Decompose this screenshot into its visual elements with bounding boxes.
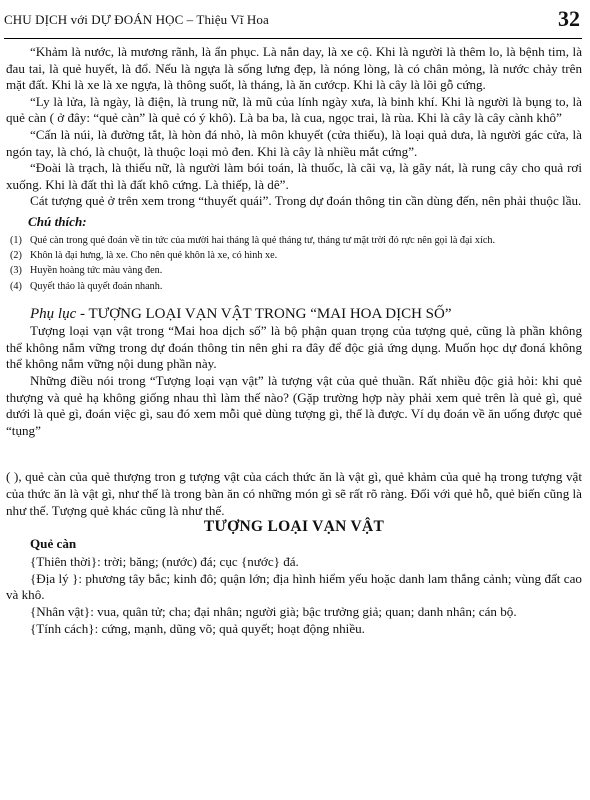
entry-nhan-vat: {Nhân vật}: vua, quân tử; cha; đại nhân; người già; bậc trưởng giả; quan; danh nhân; cán bộ. (30, 604, 517, 620)
note-item: (4) Quyết tháo là quyết đoán nhanh. (10, 280, 163, 292)
note-item: (2) Khôn là đại hưng, là xe. Cho nên quẻ khôn là xe, có hình xe. (10, 249, 278, 261)
paragraph-kham: “Khảm là nước, là mương rãnh, là ẩn phục. Là nắn day, là xe cộ. Khi là người là thêm lo, là bệnh tim, là đau tai, là quẻ huyết, là đổ. Nếu là ngựa là sống lưng đẹp, là nóng lòng, là có chân mỏng, là nước chảy trên mặt đất. Khi là xe là xe ngựa, là thông suốt, là tháng, là ăn cướcp. Khi là cây là lõi gỗ cứng. (6, 44, 582, 93)
note-item: (1) Quẻ càn trong quẻ đoán về tin tức của mười hai tháng là quẻ tháng tư, tháng tư mặt trời đỏ rực nên gọi là đại xích. (10, 234, 495, 246)
appendix-paragraph: Tượng loại vạn vật trong “Mai hoa dịch số” là bộ phận quan trọng của tượng quẻ, cũng là phần không thể không nắm vững trong dự đoán thông tin nên ghi ra đây để độc giả ứng dụng. Muốn học dự đoná không thể không nắm vững nội dung phần này. (6, 323, 582, 372)
section-title: TƯỢNG LOẠI VẠN VẬT (203, 518, 385, 536)
entry-thien-thoi: {Thiên thời}: trời; băng; (nước) đá; cục {nước} đá. (30, 554, 299, 570)
page-number: 32 (558, 6, 580, 31)
paragraph-can-mountain: “Cấn là núi, là đường tắt, là hòn đá nhỏ, là môn khuyết (cửa thiếu), là loại quả dưa, là người gác cửa, là ngón tay, là chó, là chuột, là thuộc loại mỏ đen. Khi là cây là nhiều mắt cứng”. (6, 126, 582, 159)
book-title: CHU DỊCH với DỰ ĐOÁN HỌC – Thiệu Vĩ Hoa (4, 12, 269, 27)
entry-dia-ly: {Địa lý }: phương tây bắc; kinh đô; quận lớn; địa hình hiểm yếu hoặc danh lam thắng cảnh; vùng đất cao và khô. (6, 570, 582, 603)
page-header (4, 8, 582, 39)
subhead-que-can: Quẻ càn (30, 535, 77, 551)
paragraph-ly: “Ly là lửa, là ngày, là điện, là trung nữ, là mũ của lính ngày xưa, là binh khí. Khi là người là bụng to, là quẻ càn ( ở đây: “quẻ càn” là quẻ có ý khô). Là ba ba, là cua, ngọc trai, là rùa. Khi là cây là cây cành khô” (6, 93, 582, 126)
note-item: (3) Huyền hoàng tức màu vàng đen. (10, 265, 163, 277)
appendix-heading (6, 305, 582, 323)
appendix-title: - TƯỢNG LOẠI VẠN VẬT TRONG “MAI HOA DỊCH SỐ” (76, 306, 452, 323)
notes-list (6, 234, 582, 294)
paragraph-summary: Cát tượng quẻ ở trên xem trong “thuyết quái”. Trong dự đoán thông tin cần dùng đến, nên phải thuộc lầu. (30, 193, 582, 209)
page-body: “Khảm là nước, là mương rãnh, là ẩn phục. Là nắn day, là xe cộ. Khi là người là thêm lo, là bệnh tim, là đau tai, là quẻ huyết, là đổ. Nếu là ngựa là sống lưng đẹp, là nóng lòng, là có chân mỏng, là nước chảy trên mặt đất. Khi là xe là xe ngựa, là thông suốt, là tháng, là ăn cướcp. Khi là cây là lõi gỗ cứng. “Ly là lửa, là ngày, là điện, là trung nữ, là mũ của lính ngày xưa, là binh khí. Khi là người là bụng to, là quẻ càn ( ở đây: “quẻ càn” là quẻ có ý khô). Là ba ba, là cua, ngọc trai, là rùa. Khi là cây là cây cành khô” “Cấn là núi, là đường tắt, là hòn đá nhỏ, là môn khuyết (cửa thiếu), là loại quả dưa, là người gác cửa, là ngón tay, là chó, là chuột, là thuộc loại mỏ đen. Khi là cây là nhiều mắt cứng”. “Đoài là trạch, là thiếu nữ, là người làm bói toán, là thuốc, là cãi vạ, là gãy nát, là rung cây cho quả rơi xuống. Khi là đất thì là đất khô cứng. Là thiếp, là dê”. Cát tượng quẻ ở trên xem trong “thuyết quái”. Trong dự đoán thông tin cần dùng đến, nên phải thuộc lầu. Chú thích: (1) Quẻ càn trong quẻ đoán về tin tức của mười hai tháng là quẻ tháng tư, tháng tư mặt trời đỏ rực nên gọi là đại xích. (2) Khôn là đại hưng, là xe. Cho nên quẻ khôn là xe, có hình xe. (3) Huyền hoàng tức màu vàng đen. (4) Quyết tháo là quyết đoán nhanh. Phụ lục - TƯỢNG LOẠI VẠN VẬT TRONG “MAI HOA DỊCH SỐ” Tượng loại vạn vật trong “Mai hoa dịch số” là bộ phận quan trọng của tượng quẻ, cũng là phần không thể không nắm vững trong dự đoán thông tin nên ghi ra đây để độc giả ứng dụng. Muốn học dự đoná không thể không nắm vững nội dung phần này. Những điều nói trong “Tượng loại vạn vật” là tượng vật của quẻ thuần. Rất nhiều độc giả hỏi: khi quẻ thượng và quẻ hạ không giống nhau thì làm thế nào? (Gặp trường hợp này phải xem quẻ trên là quẻ gì, quẻ dưới là quẻ gì, đoán việc gì, sau đó xem mỗi quẻ dùng tượng gì, thế là được. Ví dụ đoán về ăn uống được quẻ “tụng” ( ), quẻ càn của quẻ thượng tron g tượng vật của cách thức ăn là vật gì, quẻ khảm của quẻ hạ trong tượng vật của thức ăn là vật gì, như thế là trong bàn ăn có những món gì sẽ rất rõ ràng. Đối với quẻ hỗ, quẻ biến cũng là như thế. Tượng quẻ khác cũng là như thế. TƯỢNG LOẠI VẠN VẬT Quẻ càn {Thiên thời}: trời; băng; (nước) đá; cục {nước} đá. {Địa lý }: phương tây bắc; kinh đô; quận lớn; địa hình hiểm yếu hoặc danh lam thắng cảnh; vùng đất cao và khô. {Nhân vật}: vua, quân tử; cha; đại nhân; người già; bậc trưởng giả; quan; danh nhân; cán bộ. {Tính cách}: cứng, mạnh, dũng võ; quả quyết; hoạt động nhiều. (6, 44, 582, 636)
entry-tinh-cach: {Tính cách}: cứng, mạnh, dũng võ; quả quyết; hoạt động nhiều. (30, 620, 365, 636)
appendix-paragraph: Những điều nói trong “Tượng loại vạn vật” là tượng vật của quẻ thuần. Rất nhiều độc giả hỏi: khi quẻ thượng và quẻ hạ không giống nhau thì làm thế nào? (Gặp trường hợp này phải xem quẻ trên là quẻ gì, quẻ dưới là quẻ gì, đoán việc gì, sau đó xem mỗi quẻ dùng tượng gì, thế là được. Ví dụ đoán về ăn uống được quẻ “tụng” (6, 372, 582, 438)
notes-title: Chú thích: (28, 213, 87, 229)
paragraph-doai: “Đoài là trạch, là thiếu nữ, là người làm bói toán, là thuốc, là cãi vạ, là gãy nát, là rung cây cho quả rơi xuống. Khi là đất thì là đất khô cứng. Là thiếp, là dê”. (6, 160, 582, 192)
appendix-label: Phụ lục (30, 306, 77, 323)
